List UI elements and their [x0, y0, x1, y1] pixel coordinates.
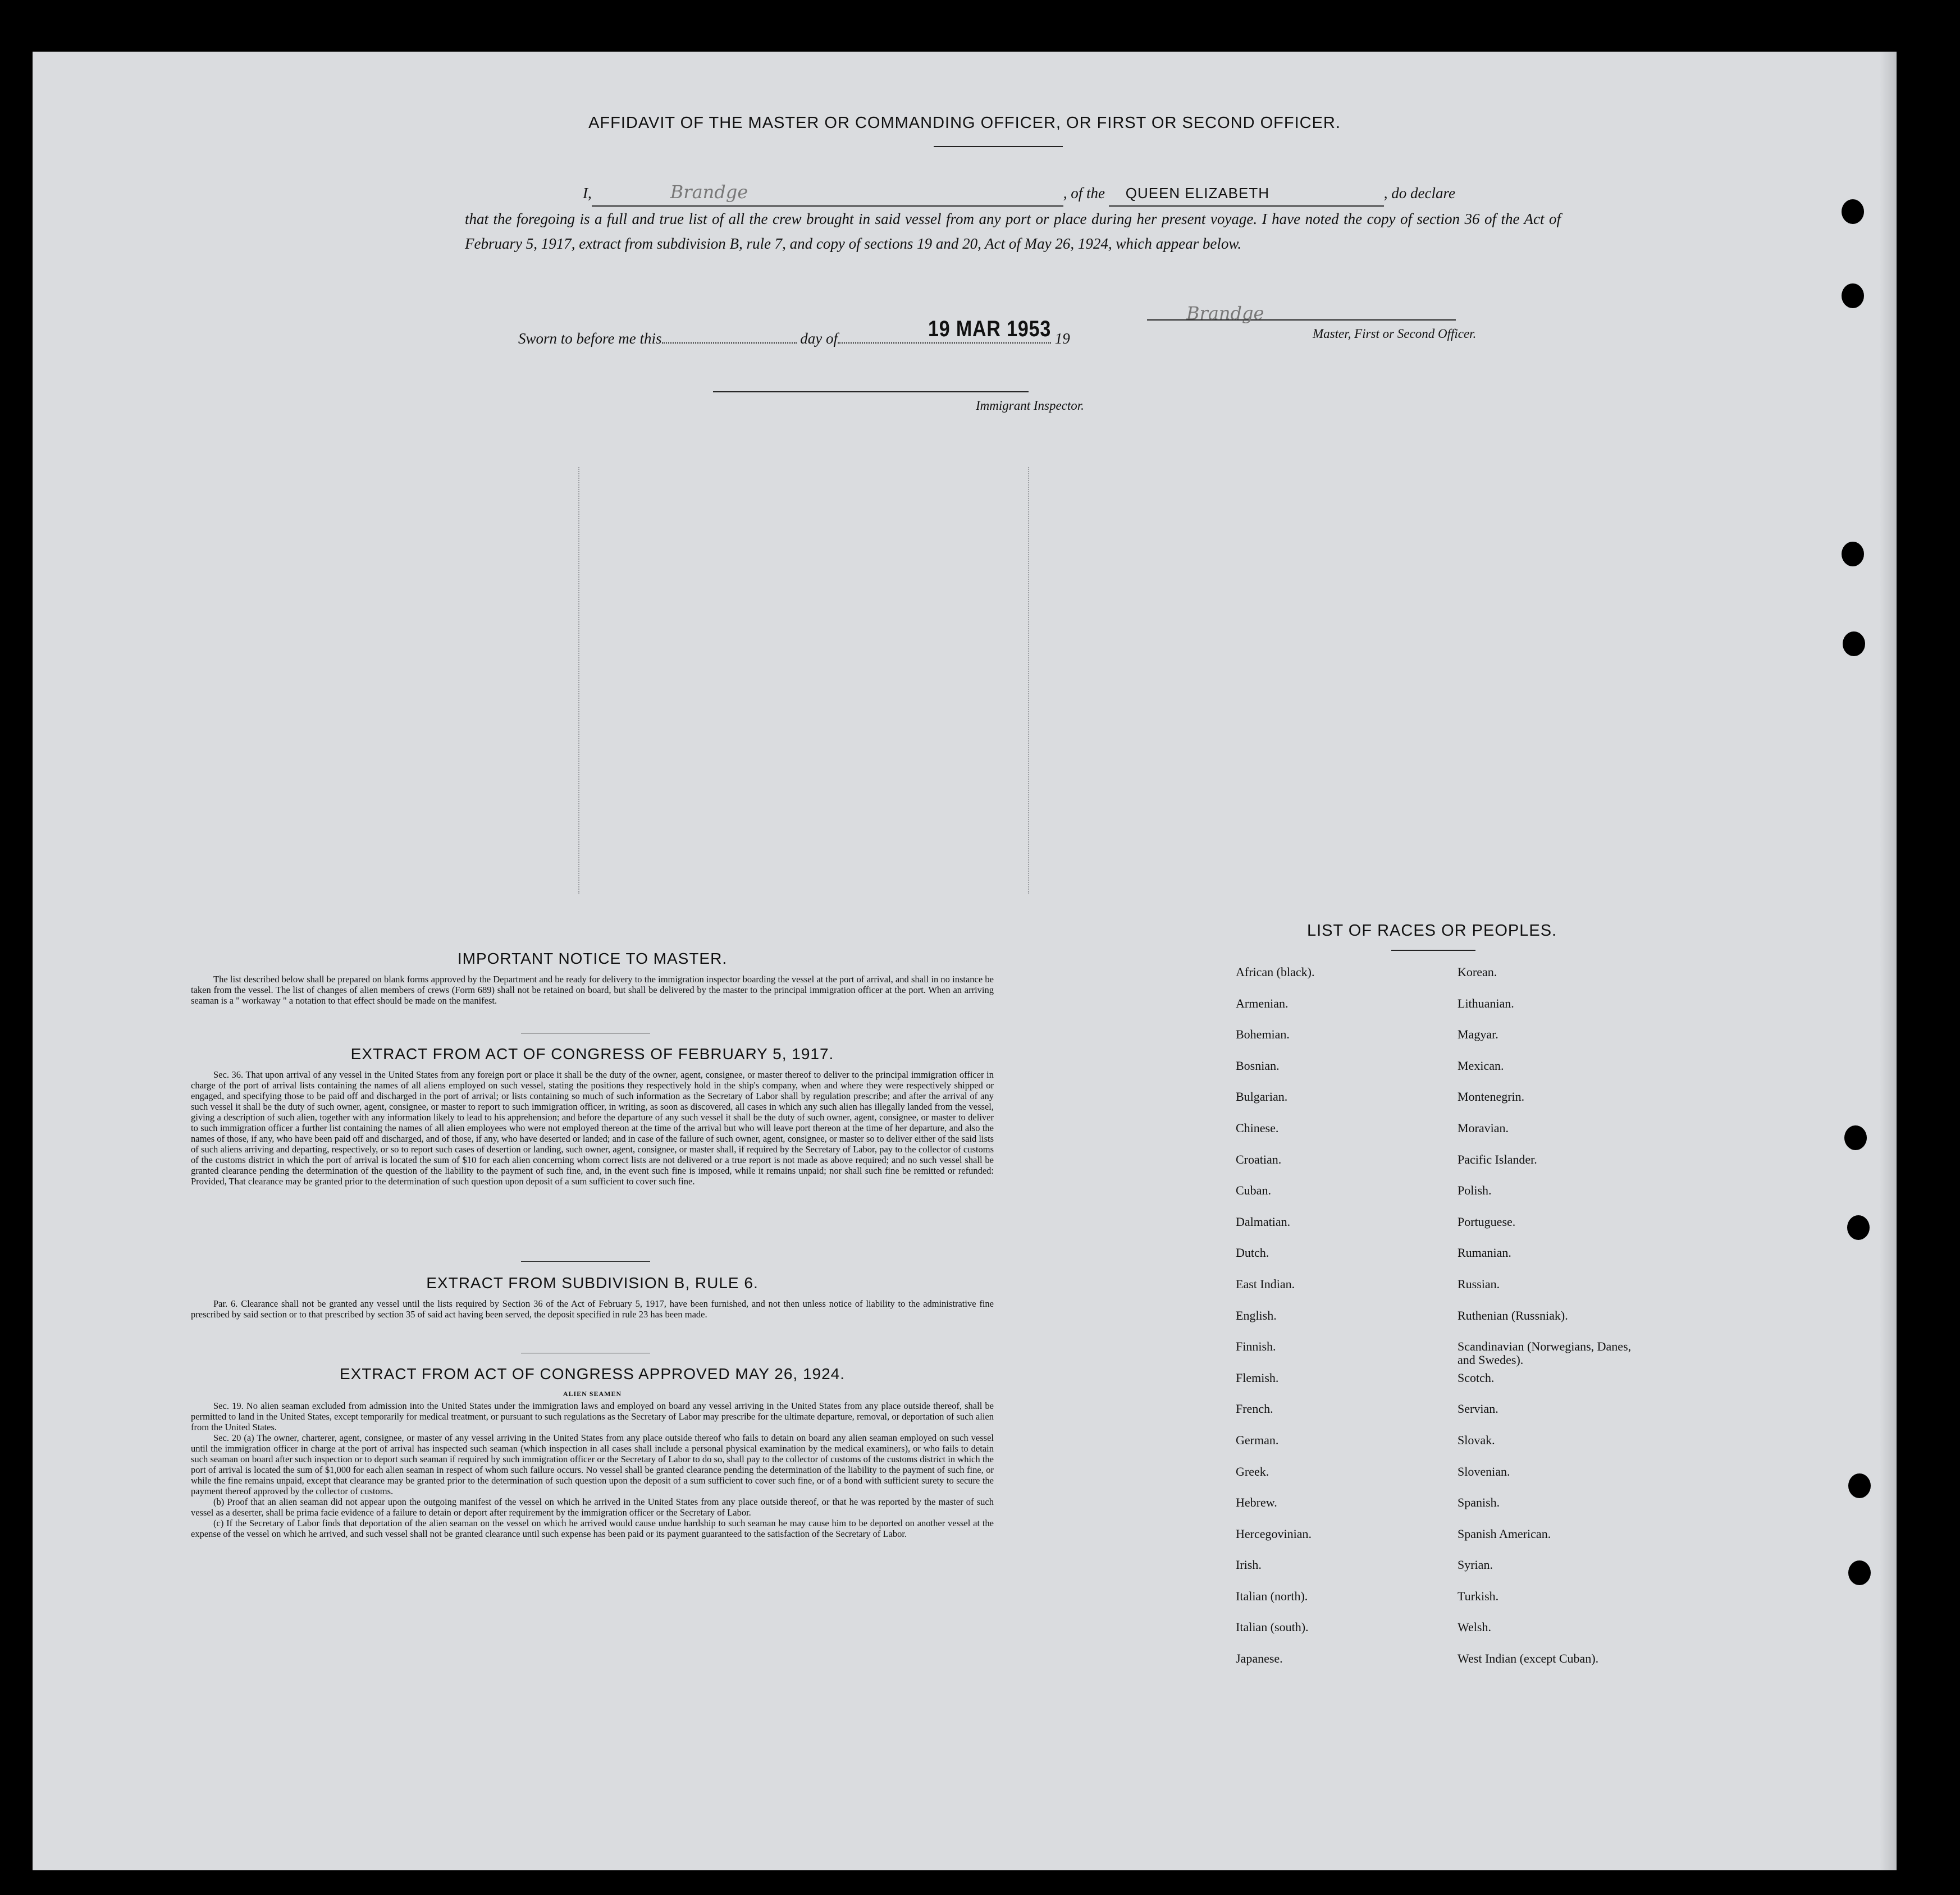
title-underline — [934, 146, 1063, 147]
section-divider — [521, 1261, 650, 1262]
race-item: Spanish American. — [1458, 1526, 1551, 1541]
extract-1924-text — [191, 1388, 994, 1539]
master-signature-line — [1147, 303, 1456, 324]
sec20a-text: Sec. 20 (a) The owner, charterer, agent, consignee, or master of any vessel arriving in the United States from any place outside thereof who fails to detain on board any alien seaman employed on such vessel until the immigration officer in charge at the port of arrival has inspected such seaman (which inspection in all cases shall include a personal physical examination by the medical examiners), or who fails to detain such seaman on board after such inspection or to deport such seaman if required by such immigration officer or the Secretary of Labor to do so, shall pay to the collector of customs of the customs district in which the port of arrival is located the sum of $1,000 for each alien seaman in respect of whom such failure occurs. No vessel shall be granted clearance pending the determination of the liability to the payment of such fine, or while the fine remains unpaid, except that clearance may be granted prior to the determination of such question upon the deposit of a sum sufficient to cover such fine, or of a bond with sufficient surety to secure the payment thereof approved by the collector of customs. — [191, 1432, 994, 1496]
extract-1917-text: Sec. 36. That upon arrival of any vessel in the United States from any foreign port or place it shall be the duty of the owner, agent, consignee, or master thereof to deliver to the principal immigration officer in charge of the port of arrival lists containing the names of all aliens employed on such vessel, stating the positions they respectively hold in the ship's company, when and where they were respectively shipped or engaged, and specifying those to be paid off and discharged in the port of arrival; or lists containing so much of such information as the Secretary of Labor shall by regulation prescribe; and after the arrival of any such vessel it shall be the duty of such owner, agent, consignee, or master to report to such immigration officer, in writing, as soon as discovered, all cases in which any such alien has illegally landed from the vessel, giving a description of such alien, together with any information likely to lead to his apprehension; and before the departure of any such vessel it shall be the duty of such owner, agent, consignee, or master to deliver to such immigration officer a further list containing the names of all alien employees who were not employed thereon at the time of the arrival but who will leave port thereon at the time of her departure, and also the names of those, if any, who have been paid off and discharged, and of those, if any, who have deserted or landed; and in case of the failure of such owner, agent, consignee, or master so to deliver either of the said lists of such aliens arriving and departing, respectively, or so to report such cases of desertion or landing, such owner, agent, consignee, or master shall, if required by the Secretary of Labor, pay to the collector of customs of the customs district in which the port of arrival is located the sum of $10 for each alien concerning whom correct lists are not delivered or a true report is not made as above required; and no such vessel shall be granted clearance pending the determination of the question of the liability to the payment of such fine, and, in the event such fine is imposed, while it remains unpaid; nor shall such fine be remitted or refunded: Provided, That clearance may be granted prior to the determination of such question upon deposit of a sum sufficient to cover such fine. — [191, 1069, 994, 1187]
race-item: Italian (north). — [1236, 1589, 1308, 1603]
race-item: Japanese. — [1236, 1651, 1283, 1666]
do-declare-label: , do declare — [1383, 185, 1455, 202]
inspector-caption: Immigrant Inspector. — [976, 399, 1084, 413]
race-item: Moravian. — [1458, 1120, 1509, 1135]
race-item: Croatian. — [1236, 1152, 1282, 1166]
punch-hole — [1848, 1560, 1871, 1585]
race-item: Montenegrin. — [1458, 1090, 1525, 1104]
sec19-text: Sec. 19. No alien seaman excluded from admission into the United States under the immigration laws and employed on board any vessel arriving in the United States from any place outside thereof, shall be permitted to land in the United States, except temporarily for medical treatment, or pursuant to such regulations as the Secretary of Labor may prescribe for the ultimate departure, removal, or deportation of such alien from the United States. — [191, 1400, 994, 1432]
race-item: Scotch. — [1458, 1370, 1495, 1385]
race-item: African (black). — [1236, 965, 1315, 979]
year-prefix: 19 — [1054, 330, 1070, 347]
document-page — [33, 52, 1897, 1870]
declaration-text: that the foregoing is a full and true list of all the crew brought in said vessel from any port or place during her present voyage. I have noted the copy of section 36 of the Act of February 5, 1917, extract from subdivision B, rule 7, and copy of sections 19 and 20, Act of May 26, 1924, which appear below. — [465, 210, 1561, 252]
punch-hole — [1844, 1125, 1867, 1150]
race-item: Syrian. — [1458, 1558, 1493, 1572]
race-item: Russian. — [1458, 1276, 1500, 1291]
races-title-underline — [1391, 950, 1475, 951]
races-column-1 — [1236, 965, 1415, 1683]
officer-signature: Brandge — [670, 181, 748, 203]
master-caption: Master, First or Second Officer. — [1313, 327, 1477, 341]
ship-name-field — [1109, 181, 1384, 207]
race-item: Ruthenian (Russniak). — [1458, 1308, 1568, 1322]
race-item: Irish. — [1236, 1558, 1262, 1572]
race-item: Armenian. — [1236, 996, 1289, 1010]
sec20b-text: (b) Proof that an alien seaman did not appear upon the outgoing manifest of the vessel on which he arrived in the United States from any place outside thereof, or that he was reported by the master of such vessel as a deserter, shall be prima facie evidence of a failure to detain or deport after requirement by the immigration officer or the Secretary of Labor. — [191, 1496, 994, 1518]
faint-column-mark — [1028, 467, 1030, 894]
date-stamp: 19 MAR 1953 — [928, 317, 1052, 341]
sec20c-text: (c) If the Secretary of Labor finds that deportation of the alien seaman on the vessel on which he arrived would cause undue hardship to such seaman he may cause him to be deported on another vessel at the expense of the vessel on which he arrived, and such vessel shall not be granted clearance until such expense has been paid or its payment guaranteed to the satisfaction of the Secretary of Labor. — [191, 1518, 994, 1539]
punch-hole — [1847, 1215, 1870, 1240]
alien-seamen-subhead: ALIEN SEAMEN — [563, 1390, 622, 1398]
race-item: Rumanian. — [1458, 1246, 1511, 1260]
day-of-label: day of — [800, 330, 838, 347]
race-item: Slovenian. — [1458, 1464, 1510, 1479]
race-item: Greek. — [1236, 1464, 1269, 1479]
race-item: Mexican. — [1458, 1058, 1504, 1073]
race-item: Italian (south). — [1236, 1620, 1309, 1635]
race-item: Chinese. — [1236, 1120, 1279, 1135]
sworn-prefix: Sworn to before me this — [518, 330, 662, 347]
race-item: Cuban. — [1236, 1183, 1271, 1198]
affidavit-declaration — [465, 180, 1561, 256]
race-item: Hebrew. — [1236, 1495, 1277, 1510]
race-item: Finnish. — [1236, 1339, 1276, 1354]
affidavit-title: AFFIDAVIT OF THE MASTER OR COMMANDING OFFICER, OR FIRST OR SECOND OFFICER. — [588, 114, 1341, 132]
race-item: Servian. — [1458, 1402, 1498, 1416]
extract-rule6-title: EXTRACT FROM SUBDIVISION B, RULE 6. — [426, 1274, 759, 1292]
race-item: Turkish. — [1458, 1589, 1499, 1603]
i-label: I, — [583, 185, 592, 202]
inspector-signature-line — [713, 391, 1029, 392]
race-item: Dalmatian. — [1236, 1214, 1291, 1229]
punch-hole — [1842, 283, 1864, 308]
race-item: Portuguese. — [1458, 1214, 1516, 1229]
page-edge-shadow — [1880, 52, 1897, 1870]
notice-text: The list described below shall be prepared on blank forms approved by the Department and be ready for delivery to the immigration inspector boarding the vessel at the port of arrival, and shall in no instance be taken from the vessel. The list of changes of alien members of crews (Form 689) shall not be retained on board, but shall be delivered by the master to the principal immigration officer at the port. When an arriving seaman is a " workaway " a notation to that effect should be made on the manifest. — [191, 974, 994, 1006]
extract-1924-title: EXTRACT FROM ACT OF CONGRESS APPROVED MAY 26, 1924. — [339, 1365, 846, 1383]
race-item: Welsh. — [1458, 1620, 1491, 1635]
race-item: Polish. — [1458, 1183, 1492, 1198]
race-item: East Indian. — [1236, 1276, 1295, 1291]
race-item: Dutch. — [1236, 1246, 1269, 1260]
extract-1917-title: EXTRACT FROM ACT OF CONGRESS OF FEBRUARY 5, 1917. — [350, 1045, 834, 1063]
races-column-2 — [1458, 965, 1648, 1683]
punch-hole — [1843, 631, 1865, 656]
race-item: Slovak. — [1458, 1432, 1495, 1447]
race-item: Bohemian. — [1236, 1027, 1290, 1042]
master-signature: Brandge — [1186, 303, 1264, 324]
race-item: Spanish. — [1458, 1495, 1500, 1510]
punch-hole — [1848, 1473, 1871, 1498]
of-the-label: , of the — [1063, 185, 1105, 202]
sworn-month-field — [838, 342, 1051, 344]
race-item: Korean. — [1458, 965, 1497, 979]
race-item: Hercegovinian. — [1236, 1526, 1312, 1541]
race-item: Flemish. — [1236, 1370, 1279, 1385]
race-item: German. — [1236, 1432, 1279, 1447]
officer-name-field — [592, 180, 1063, 207]
race-item: Pacific Islander. — [1458, 1152, 1537, 1166]
ship-name: QUEEN ELIZABETH — [1125, 185, 1270, 202]
race-item: Lithuanian. — [1458, 996, 1514, 1010]
race-item: Magyar. — [1458, 1027, 1498, 1042]
extract-rule6-text: Par. 6. Clearance shall not be granted any vessel until the lists required by Section 36 of the Act of February 5, 1917, have been furnished, and not then unless notice of liability to the administrative fine prescribed by said section or to that prescribed by section 35 of said act having been served, the deposit specified in rule 23 has been made. — [191, 1298, 994, 1320]
races-title: LIST OF RACES OR PEOPLES. — [1307, 922, 1557, 940]
declaration-first-line — [465, 180, 1561, 207]
race-item: Bosnian. — [1236, 1058, 1280, 1073]
race-item: French. — [1236, 1402, 1273, 1416]
punch-hole — [1842, 199, 1864, 224]
race-item: Bulgarian. — [1236, 1090, 1288, 1104]
sworn-day-field — [662, 342, 797, 344]
punch-hole — [1842, 542, 1864, 566]
notice-title: IMPORTANT NOTICE TO MASTER. — [457, 950, 728, 967]
race-item: Scandinavian (Norwegians, Danes, and Swedes). — [1458, 1339, 1632, 1367]
faint-column-mark — [578, 467, 581, 894]
race-item: West Indian (except Cuban). — [1458, 1651, 1599, 1666]
race-item: English. — [1236, 1308, 1277, 1322]
